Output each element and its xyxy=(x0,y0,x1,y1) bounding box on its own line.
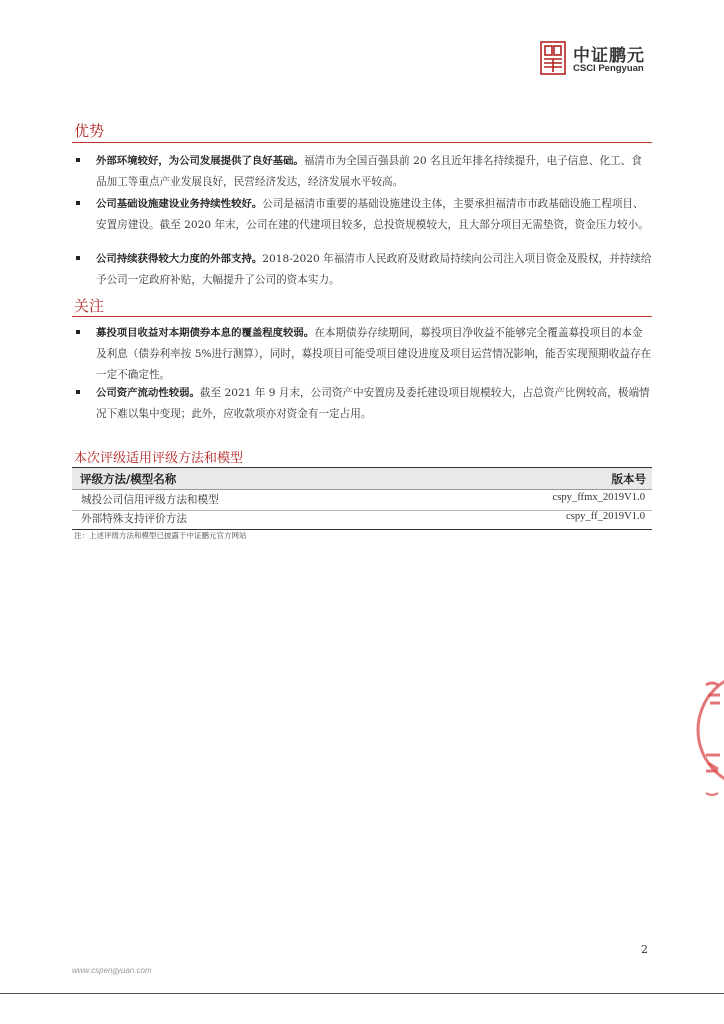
strength-item-1 xyxy=(76,151,652,193)
strength-3-text: 2018-2020 年福清市人民政府及财政局持续向公司注入项目资金及股权，并持续给予公司一定政府补贴，大幅提升了公司的资本实力。 xyxy=(96,253,652,286)
header-version: 版本号 xyxy=(611,472,646,486)
concern-item-1 xyxy=(76,323,652,386)
page-number: 2 xyxy=(641,943,648,956)
bullet-icon xyxy=(76,201,80,205)
strengths-title: 优势 xyxy=(74,122,105,140)
concerns-title: 关注 xyxy=(74,297,105,315)
bullet-icon xyxy=(76,158,80,162)
strength-item-2 xyxy=(76,194,652,236)
concerns-divider xyxy=(72,316,652,317)
pengyuan-logo-icon xyxy=(540,41,566,75)
footer-website: www.cspengyuan.com xyxy=(72,966,152,975)
concern-2-text: 截至 2021 年 9 月末，公司资产中安置房及委托建设项目规模较大，占总资产比例较高，极端情况下难以集中变现；此外，应收款项亦对资金有一定占用。 xyxy=(96,387,650,420)
bullet-icon xyxy=(76,390,80,394)
header-method-name: 评级方法/模型名称 xyxy=(80,472,177,486)
method-name-cell: 外部特殊支持评价方法 xyxy=(81,513,187,525)
bullet-icon xyxy=(76,256,80,260)
strength-item-3 xyxy=(76,249,652,291)
method-version-cell: cspy_ffmx_2019V1.0 xyxy=(552,492,645,503)
concern-2-heading: 公司资产流动性较弱。 xyxy=(96,387,200,399)
table-note: 注：上述评级方法和模型已披露于中证鹏元官方网站 xyxy=(74,531,247,540)
table-row xyxy=(72,508,652,530)
concern-1-text: 在本期债券存续期间，募投项目净收益不能够完全覆盖募投项目的本金及利息（债券利率按 5%进行测算），同时，募投项目可能受项目建设进度及项目运营情况影响，能否实现预期收益存在一定不确定性。 xyxy=(96,327,652,381)
strength-2-text: 公司是福清市重要的基础设施建设主体，主要承担福清市市政基础设施工程项目、安置房建设。截至 2020 年末，公司在建的代建项目较多，总投资规模较大，且大部分项目无需垫资，资金压力较小。 xyxy=(96,198,649,231)
methods-table-title: 本次评级适用评级方法和模型 xyxy=(74,451,244,466)
strength-1-heading: 外部环境较好，为公司发展提供了良好基础。 xyxy=(96,155,304,167)
concern-1-heading: 募投项目收益对本期债券本息的覆盖程度较弱。 xyxy=(96,327,315,339)
company-logo xyxy=(540,41,650,75)
strength-2-heading: 公司基础设施建设业务持续性较好。 xyxy=(96,198,263,210)
bullet-icon xyxy=(76,330,80,334)
methods-table-header xyxy=(72,468,652,489)
seal-stamp-icon xyxy=(696,655,724,805)
strength-3-heading: 公司持续获得较大力度的外部支持。 xyxy=(96,253,263,265)
method-version-cell: cspy_ff_2019V1.0 xyxy=(566,511,645,522)
strength-1-text: 福清市为全国百强县前 20 名且近年排名持续提升，电子信息、化工、食品加工等重点产业发展良好，民营经济发达，经济发展水平较高。 xyxy=(96,155,642,188)
concern-item-2 xyxy=(76,383,652,425)
method-name-cell: 城投公司信用评级方法和模型 xyxy=(81,494,219,506)
strengths-divider xyxy=(72,142,652,143)
logo-en-text: CSCI Pengyuan xyxy=(573,63,644,74)
logo-cn-text: 中证鹏元 xyxy=(573,46,645,66)
footer-divider xyxy=(0,993,724,994)
